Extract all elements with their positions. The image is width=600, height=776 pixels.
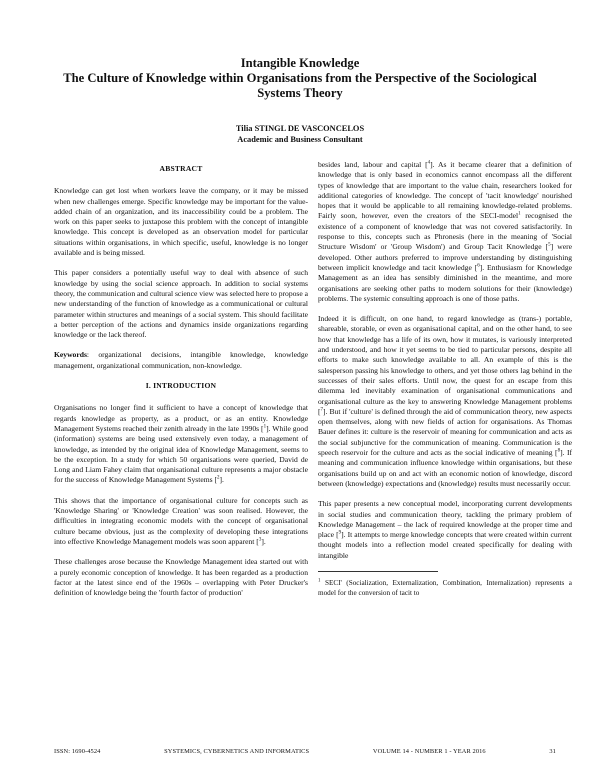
text-run: Indeed it is difficult, on one hand, to regard knowledge as (trans-) portable, shareable, storable, or even as organisational capital, and on the other hand, to see how that knowledge has a life of its own, how it mutates, is variously interpreted and understood, and how it yet seems to be tied to particular persons, despite all efforts to make such knowledge available to all. An example of this is the salesperson passing his knowledge to others, and yet those others lag behind in the successes of their sales efforts. Until now, the quest for an escape from this dilemma led inevitably examination of organisational communications and organisational culture as the key to answering Knowledge Management problems [: [318, 314, 572, 416]
author-name: Tilia STINGL DE VASCONCELOS: [235, 124, 365, 133]
footer-journal: SYSTEMICS, CYBERNETICS AND INFORMATICS: [164, 748, 310, 755]
citation-ref: 7: [320, 407, 324, 413]
text-run: ]. As it became clearer that a definition of knowledge that is only based in economics cannot encompass all the different types of knowledge that are important to the value chain, researchers looked for additional categories of knowledge. The concept of 'tacit knowledge' nourished hopes that it would be applicable to all remaining knowledge-related problems. Fairly soon, however, even the creators of the SECI-model: [318, 160, 572, 221]
text-run: ]. But if 'culture' is defined through the aid of communication theory, new aspects open themselves, along with new fields of action for organisations. As Thomas Bauer defines it: culture is the reservoir of meaning for communication and acts as the social subjunctive for the communication of meaning. Communication is the speech reservoir for the culture and acts as the social indicative of meaning [: [318, 406, 572, 458]
text-run: ]. It attempts to merge knowledge concepts that were created within current thought models into a reflection model created specifically for dealing with intangible: [318, 530, 572, 560]
intro-paragraph-1: [54, 403, 308, 485]
text-run: ] were developed. Other authors preferred to improve understanding by distinguishing between implicit knowledge and tacit knowledge [: [318, 242, 572, 272]
citation-ref: 5: [548, 242, 551, 248]
text-run: ]. Enthusiasm for Knowledge Management as an idea has sensibly diminished in the meantime, and more organisations are seeking other paths to modern solutions for their (knowledge) problems. The systemic consulting approach is one of those paths.: [318, 262, 573, 303]
text-run: Organisations no longer find it sufficient to have a concept of knowledge that regards knowledge as property, as a product, or as an entity. Knowledge Management Systems reached their zenith already in the late 1990s [: [54, 403, 308, 433]
author-affiliation: Academic and Business Consultant: [237, 134, 363, 144]
intro-paragraph-3: These challenges arose because the Knowledge Management idea started out with a purely economic conception of knowledge. It has been regarded as a production factor at the latest since end of the 1960s – overlapping with Peter Drucker's definition of knowledge being the 'fourth factor of production': [54, 557, 308, 598]
text-run: This paper presents a new conceptual model, incorporating current developments in social studies and communication theory, tackling the primary problem of Knowledge Management – the lack of required knowledge at the proper time and place [: [318, 499, 572, 540]
page-footer: [54, 748, 556, 755]
right-column: [318, 160, 572, 598]
footer-page-number: 31: [549, 748, 556, 755]
footnote: [318, 578, 572, 598]
citation-ref: 9: [338, 530, 342, 536]
footer-issn: ISSN: 1690-4524: [54, 748, 101, 755]
intro-heading: I. INTRODUCTION: [145, 381, 217, 391]
citation-ref: 8: [557, 448, 561, 454]
right-paragraph-3: [318, 499, 572, 561]
keywords-text: : organizational decisions, intangible knowledge, knowledge management, organizational communication, non-knowledge.: [54, 350, 308, 370]
citation-ref: 4: [427, 160, 431, 166]
left-column: [54, 160, 308, 608]
intro-paragraph-2: [54, 496, 308, 547]
abstract-paragraph-1: Knowledge can get lost when workers leave the company, or it may be missed when new challenges emerge. Specific knowledge may be important for the value-added chain of an organization, and its inaccessibility could be a problem. The work on this paper seeks to juxtapose this problem with the concept of intangible knowledge. This concept is developed as an observation model for particular situations within organisations, in which specific, useful, knowledge is no longer available and is being missed.: [54, 186, 308, 258]
citation-ref: 6: [477, 263, 480, 269]
title-block: [40, 56, 560, 101]
text-run: ]. While good (information) systems are being used extensively even today, a management of knowledge, as intended by the original idea of Knowledge Management, seems to be the exception. In a study for which 50 organisations were queried, David de Long and Liam Fahey claim that organisational culture represents a major obstacle for the success of Knowledge Management Systems [: [54, 423, 308, 485]
keywords: [54, 350, 308, 371]
right-paragraph-1: [318, 160, 572, 304]
footer-volume: VOLUME 14 - NUMBER 1 - YEAR 2016: [372, 748, 486, 755]
footnote-mark: 1: [318, 578, 321, 584]
text-run: ]. If meaning and communication influence knowledge within organisations, but these organisations build up on and act with an economic notion of knowledge, discord between (knowledge) expectations and (knowledge) results must necessarily occur.: [318, 448, 572, 488]
abstract-heading: ABSTRACT: [159, 164, 203, 173]
footnote-text: SECI' (Socialization, Externalization, Combination, Internalization) represents a model for the conversion of tacit to: [318, 578, 572, 597]
abstract-paragraph-2: This paper considers a potentially useful way to deal with absence of such knowledge by using the social science approach. In addition to social systems theory, the communication and cultural science view was selected here to propose a new understanding of the function of knowledge as a communicational or cultural parameter within structures and meanings of a social system. This should facilitate a better perception of the actions and dynamics inside organizations regarding knowledge or the lack thereof.: [54, 268, 309, 340]
paper-title: Intangible Knowledge: [240, 56, 360, 70]
text-run: besides land, labour and capital [: [318, 160, 428, 169]
text-run: This shows that the importance of organisational culture for concepts such as 'Knowledge Sharing' or 'Knowledge Creation' was soon realised. However, the difficulties in integrating economic models with the concept of organisational culture became obvious, just as the complexity of developing these integrations into effective Knowledge Management models was soon apparent [: [54, 495, 308, 546]
right-paragraph-2: [318, 314, 572, 489]
text-run: ].: [261, 536, 266, 546]
keywords-label: Keywords: [54, 350, 87, 360]
text-run: recognised the existence of a component of knowledge that was not covered satisfactorily. In response to this, concepts such as Phronesis (here in the meaning of 'Social Structure Wisdom' or 'Group Wisdom') and Group Tacit Knowledge [: [318, 211, 572, 252]
footnote-divider: [318, 571, 438, 572]
author-block: [40, 124, 560, 145]
paper-subtitle: The Culture of Knowledge within Organisations from the Perspective of the Sociological Systems Theory: [63, 71, 537, 100]
text-run: ].: [219, 475, 224, 485]
citation-ref: 1: [263, 424, 267, 430]
citation-ref: 3: [258, 537, 262, 543]
citation-ref: 2: [217, 475, 220, 481]
footnote-ref: 1: [518, 211, 521, 217]
